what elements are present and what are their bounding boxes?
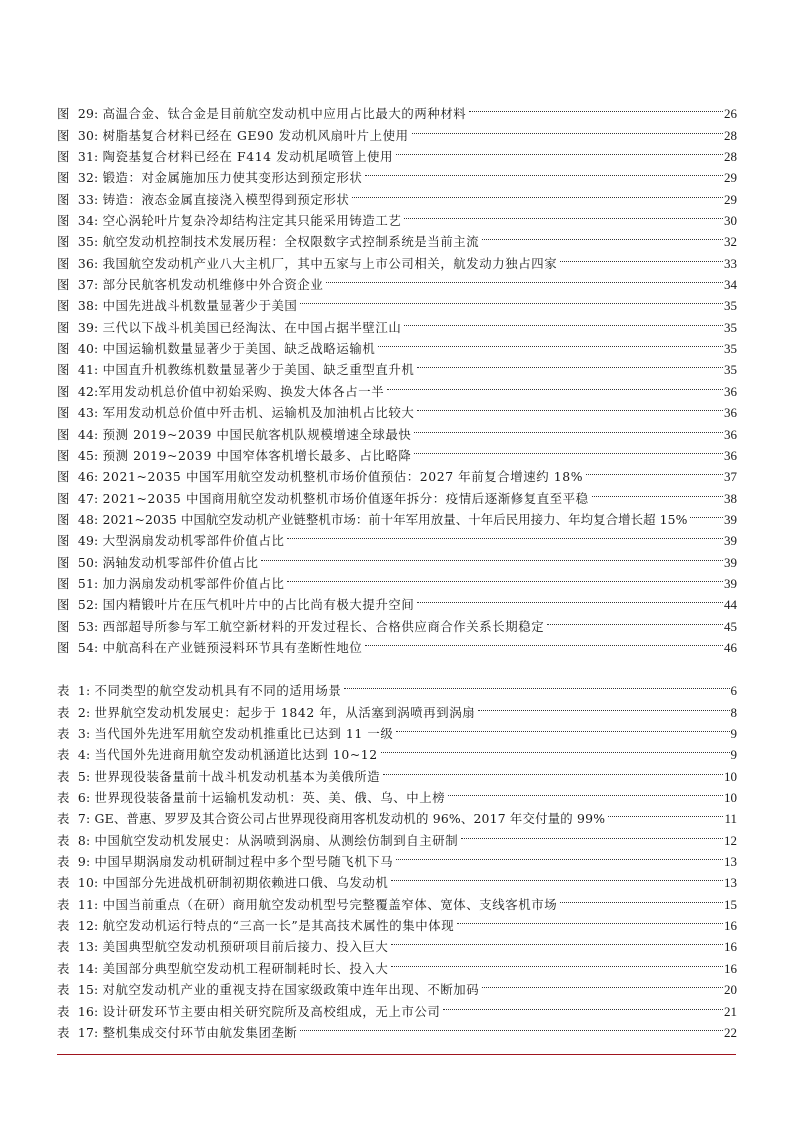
entry-page: 33 <box>724 255 737 271</box>
entry-prefix: 表 5: <box>57 768 91 784</box>
entry-prefix: 图 39: <box>57 319 99 335</box>
entry-title: 中国早期涡扇发动机研制过程中多个型号随飞机下马 <box>94 854 394 870</box>
entry-prefix: 表 8: <box>57 832 91 848</box>
entry-page: 16 <box>724 939 737 955</box>
entry-prefix: 图 34: <box>57 213 99 229</box>
entry-title: 中国运输机数量显著少于美国、缺乏战略运输机 <box>102 341 376 357</box>
entry-page: 29 <box>724 170 737 186</box>
entry-title: 设计研发环节主要由相关研究院所及高校组成，无上市公司 <box>102 1003 441 1019</box>
entry-title: 中国航空发动机发展史：从涡喷到涡扇、从测绘仿制到自主研制 <box>94 832 459 848</box>
entry-prefix: 表 2: <box>57 704 91 720</box>
entry-prefix: 图 36: <box>57 255 99 271</box>
dot-leader <box>363 631 723 652</box>
entry-prefix: 图 32: <box>57 170 99 186</box>
dot-leader <box>446 781 723 802</box>
entry-page: 8 <box>730 704 737 720</box>
entry-title: 军用发动机总价值中初始采购、换发大体各占一半 <box>98 383 385 399</box>
entry-title: 2021~2035 中国商用航空发动机整机市场价值逐年拆分：疫情后逐渐修复直至平稳 <box>102 490 589 506</box>
entry-prefix: 表 10: <box>57 875 99 891</box>
entry-prefix: 图 41: <box>57 362 99 378</box>
dot-leader <box>363 161 723 182</box>
entry-title: 美国典型航空发动机预研项目前后接力、投入巨大 <box>102 939 389 955</box>
entry-title: 2021~2035 中国军用航空发动机整机市场价值预估：2027 年前复合增速约 18% <box>102 469 584 485</box>
entry-page: 46 <box>724 639 737 655</box>
entry-page: 39 <box>724 575 737 591</box>
entry-prefix: 图 40: <box>57 341 99 357</box>
entry-prefix: 表 16: <box>57 1003 99 1019</box>
entry-page: 35 <box>724 362 737 378</box>
entry-title: 军用发动机总价值中歼击机、运输机及加油机占比较大 <box>102 405 415 421</box>
entry-title: 铸造：液态金属直接浇入模型得到预定形状 <box>102 191 350 207</box>
entry-title: 国内精锻叶片在压气机叶片中的占比尚有极大提升空间 <box>102 597 415 613</box>
entry-page: 22 <box>724 1024 737 1040</box>
dot-leader <box>385 374 723 395</box>
entry-title: 当代国外先进军用航空发动机推重比已达到 11 一级 <box>94 726 394 742</box>
entry-title: 对航空发动机产业的重视支持在国家级政策中连年出现、不断加码 <box>102 982 480 998</box>
dot-leader <box>410 118 723 139</box>
entry-title: 整机集成交付环节由航发集团垄断 <box>102 1024 298 1040</box>
entry-title: 不同类型的航空发动机具有不同的适用场景 <box>94 683 342 699</box>
toc-entry-table[interactable] <box>57 674 737 699</box>
dot-leader <box>389 930 723 951</box>
dot-leader <box>298 289 723 310</box>
entry-prefix: 表 3: <box>57 726 91 742</box>
entry-prefix: 图 42: <box>57 383 99 399</box>
entry-prefix: 图 35: <box>57 234 99 250</box>
entry-page: 35 <box>724 298 737 314</box>
entry-prefix: 图 52: <box>57 597 99 613</box>
dot-leader <box>558 887 723 908</box>
dot-leader <box>342 674 729 695</box>
entry-prefix: 图 43: <box>57 405 99 421</box>
entry-page: 36 <box>724 383 737 399</box>
entry-page: 26 <box>724 106 737 122</box>
entry-title: 空心涡轮叶片复杂冷却结构注定其只能采用铸造工艺 <box>102 213 402 229</box>
dot-leader <box>415 588 723 609</box>
entry-page: 12 <box>724 832 737 848</box>
entry-prefix: 表 6: <box>57 790 91 806</box>
dot-leader <box>394 717 729 738</box>
entry-page: 36 <box>724 405 737 421</box>
entry-title: 航空发动机运行特点的“三高一长”是其高技术属性的集中体现 <box>102 918 455 934</box>
dot-leader <box>480 225 723 246</box>
entry-title: 中国直升机教练机数量显著少于美国、缺乏重型直升机 <box>102 362 415 378</box>
entry-prefix: 图 45: <box>57 447 99 463</box>
entry-page: 21 <box>724 1003 737 1019</box>
dot-leader <box>545 609 723 630</box>
entry-page: 32 <box>724 234 737 250</box>
dot-leader <box>394 140 723 161</box>
entry-prefix: 图 44: <box>57 426 99 442</box>
entry-title: 中国先进战斗机数量显著少于美国 <box>102 298 298 314</box>
entry-title: 美国部分典型航空发动机工程研制耗时长、投入大 <box>102 960 389 976</box>
entry-page: 9 <box>730 726 737 742</box>
entry-title: 部分民航客机发动机维修中外合资企业 <box>102 277 324 293</box>
entry-page: 11 <box>724 811 737 827</box>
entry-title: 树脂基复合材料已经在 GE90 发动机风扇叶片上使用 <box>102 127 409 143</box>
entry-title: 当代国外先进商用航空发动机涵道比达到 10~12 <box>94 747 378 763</box>
dot-leader <box>402 310 723 331</box>
entry-page: 20 <box>724 982 737 998</box>
entry-title: 世界现役装备量前十战斗机发动机基本为美俄所造 <box>94 768 381 784</box>
entry-title: 涡轴发动机零部件价值占比 <box>102 554 259 570</box>
entry-prefix: 表 11: <box>57 896 99 912</box>
dot-leader <box>381 759 723 780</box>
entry-prefix: 表 12: <box>57 918 99 934</box>
entry-prefix: 图 38: <box>57 298 99 314</box>
dot-leader <box>402 204 723 225</box>
entry-page: 35 <box>724 341 737 357</box>
entry-page: 28 <box>724 127 737 143</box>
entry-prefix: 图 33: <box>57 191 99 207</box>
entry-title: 中航高科在产业链预浸料环节具有垄断性地位 <box>102 639 363 655</box>
entry-prefix: 表 17: <box>57 1024 99 1040</box>
entry-prefix: 表 1: <box>57 683 91 699</box>
entry-page: 13 <box>724 854 737 870</box>
dot-leader <box>441 994 723 1015</box>
dot-leader <box>412 439 723 460</box>
entry-prefix: 图 31: <box>57 149 99 165</box>
dot-leader <box>376 332 723 353</box>
entry-prefix: 图 30: <box>57 127 99 143</box>
entry-prefix: 图 46: <box>57 469 99 485</box>
entry-page: 35 <box>724 319 737 335</box>
entry-page: 10 <box>724 790 737 806</box>
dot-leader <box>412 417 723 438</box>
entry-prefix: 表 9: <box>57 854 91 870</box>
entry-page: 45 <box>724 618 737 634</box>
entry-page: 44 <box>724 597 737 613</box>
dot-leader <box>324 268 723 289</box>
entry-title: 预测 2019~2039 中国民航客机队规模增速全球最快 <box>102 426 412 442</box>
entry-prefix: 图 54: <box>57 639 99 655</box>
entry-title: 我国航空发动机产业八大主机厂，其中五家与上市公司相关，航发动力独占四家 <box>102 255 558 271</box>
entry-page: 10 <box>724 768 737 784</box>
entry-prefix: 表 14: <box>57 960 99 976</box>
entry-prefix: 表 15: <box>57 982 99 998</box>
dot-leader <box>350 182 723 203</box>
entry-page: 16 <box>724 918 737 934</box>
entry-prefix: 图 49: <box>57 533 99 549</box>
dot-leader <box>379 738 730 759</box>
entry-page: 34 <box>724 277 737 293</box>
entry-title: 加力涡扇发动机零部件价值占比 <box>102 575 285 591</box>
entry-title: 三代以下战斗机美国已经淘汰、在中国占据半壁江山 <box>102 319 402 335</box>
entry-page: 38 <box>724 490 737 506</box>
figure-index <box>57 97 737 655</box>
entry-title: 世界航空发动机发展史：起步于 1842 年，从活塞到涡喷再到涡扇 <box>94 704 476 720</box>
entry-page: 15 <box>724 896 737 912</box>
entry-page: 30 <box>724 213 737 229</box>
dot-leader <box>584 460 723 481</box>
entry-title: 锻造：对金属施加压力使其变形达到预定形状 <box>102 170 363 186</box>
entry-prefix: 图 47: <box>57 490 99 506</box>
dot-leader <box>688 503 723 524</box>
entry-page: 36 <box>724 447 737 463</box>
dot-leader <box>415 396 723 417</box>
entry-page: 36 <box>724 426 737 442</box>
dot-leader <box>285 524 723 545</box>
dot-leader <box>389 866 723 887</box>
entry-prefix: 图 53: <box>57 618 99 634</box>
dot-leader <box>558 246 723 267</box>
entry-title: 世界现役装备量前十运输机发动机：英、美、俄、乌、中上榜 <box>94 790 446 806</box>
dot-leader <box>415 353 723 374</box>
entry-page: 39 <box>724 533 737 549</box>
entry-prefix: 图 29: <box>57 106 99 122</box>
entry-prefix: 表 13: <box>57 939 99 955</box>
dot-leader <box>459 823 723 844</box>
dot-leader <box>606 802 723 823</box>
entry-title: 中国当前重点（在研）商用航空发动机型号完整覆盖窄体、宽体、支线客机市场 <box>102 896 558 912</box>
entry-title: 大型涡扇发动机零部件价值占比 <box>102 533 285 549</box>
entry-prefix: 表 7: <box>57 811 91 827</box>
entry-title: 陶瓷基复合材料已经在 F414 发动机尾喷管上使用 <box>102 149 394 165</box>
entry-title: 西部超导所参与军工航空新材料的开发过程长、合格供应商合作关系长期稳定 <box>102 618 545 634</box>
entry-prefix: 图 51: <box>57 575 99 591</box>
dot-leader <box>394 845 723 866</box>
entry-page: 39 <box>724 554 737 570</box>
entry-page: 29 <box>724 191 737 207</box>
entry-page: 6 <box>730 683 737 699</box>
entry-title: 高温合金、钛合金是目前航空发动机中应用占比最大的两种材料 <box>102 106 467 122</box>
dot-leader <box>298 1016 723 1037</box>
entry-title: 航空发动机控制技术发展历程：全权限数字式控制系统是当前主流 <box>102 234 480 250</box>
dot-leader <box>285 567 723 588</box>
entry-prefix: 图 37: <box>57 277 99 293</box>
entry-prefix: 图 50: <box>57 554 99 570</box>
entry-page: 16 <box>724 960 737 976</box>
entry-title: GE、普惠、罗罗及其合资公司占世界现役商用客机发动机的 96%、2017 年交付量的 99% <box>94 811 606 827</box>
entry-title: 中国部分先进战机研制初期依赖进口俄、乌发动机 <box>102 875 389 891</box>
dot-leader <box>590 481 723 502</box>
table-index <box>57 674 737 1040</box>
entry-page: 28 <box>724 149 737 165</box>
entry-title: 预测 2019~2039 中国窄体客机增长最多、占比略降 <box>102 447 412 463</box>
footer-divider <box>57 1054 736 1055</box>
dot-leader <box>259 545 723 566</box>
dot-leader <box>476 695 729 716</box>
entry-page: 39 <box>724 511 737 527</box>
entry-title: 2021~2035 中国航空发动机产业链整机市场：前十年军用放量、十年后民用接力、年均复合增长超 15% <box>102 511 688 527</box>
dot-leader <box>455 909 723 930</box>
entry-page: 37 <box>724 469 737 485</box>
entry-prefix: 表 4: <box>57 747 91 763</box>
dot-leader <box>467 97 723 118</box>
entry-prefix: 图 48: <box>57 511 99 527</box>
dot-leader <box>480 973 723 994</box>
entry-page: 9 <box>730 747 737 763</box>
dot-leader <box>389 951 723 972</box>
toc-entry-figure[interactable] <box>57 97 737 122</box>
entry-page: 13 <box>724 875 737 891</box>
